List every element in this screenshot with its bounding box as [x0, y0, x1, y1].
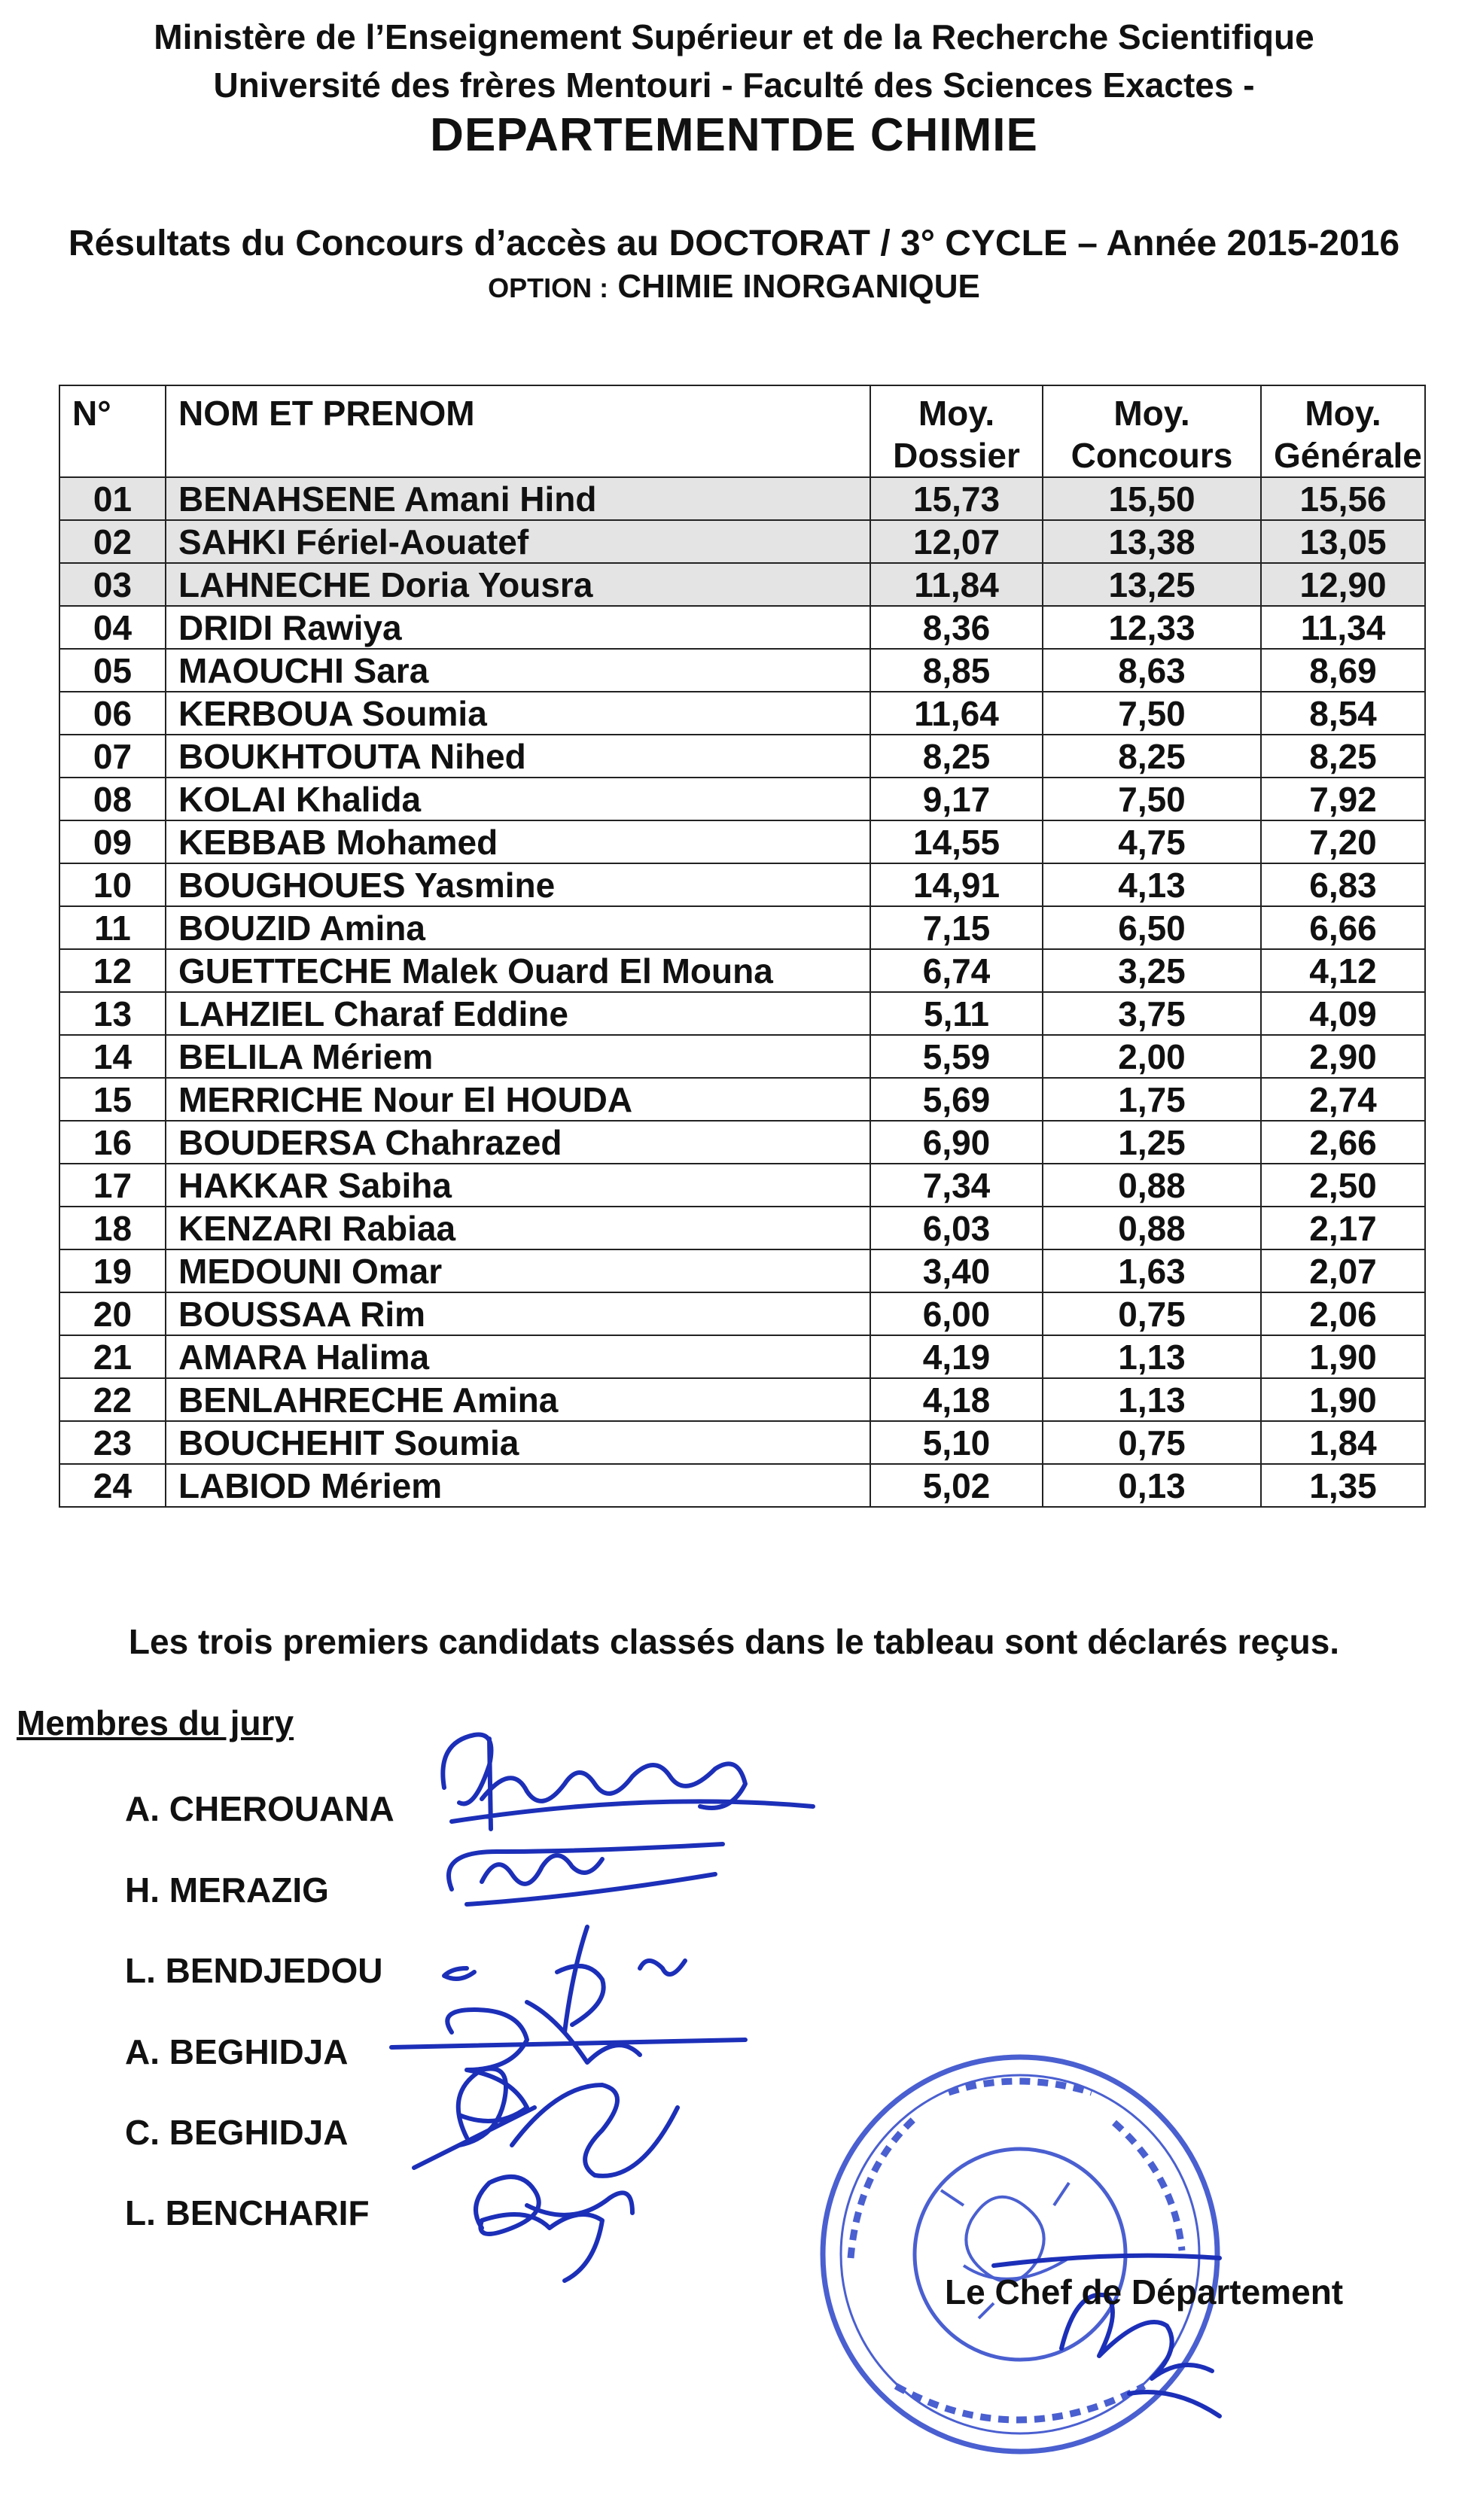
table-row	[59, 1249, 1425, 1292]
row-moy-concours: 13,25	[1043, 563, 1261, 606]
row-moy-generale: 8,69	[1261, 649, 1425, 692]
option-label: OPTION :	[488, 272, 609, 303]
row-number: 01	[59, 477, 166, 520]
row-moy-concours: 1,63	[1043, 1249, 1261, 1292]
table-header-row	[59, 385, 1425, 477]
table-row	[59, 1207, 1425, 1249]
header-moy-dossier	[870, 385, 1043, 477]
row-moy-concours: 1,13	[1043, 1378, 1261, 1421]
row-moy-concours: 0,75	[1043, 1421, 1261, 1464]
row-name: BOUKHTOUTA Nihed	[166, 735, 870, 778]
row-moy-generale: 4,09	[1261, 992, 1425, 1035]
jury-member: A. BEGHIDJA	[125, 2032, 349, 2071]
row-number: 03	[59, 563, 166, 606]
row-moy-concours: 0,88	[1043, 1207, 1261, 1249]
row-moy-generale: 7,92	[1261, 778, 1425, 820]
row-moy-dossier: 5,02	[870, 1464, 1043, 1507]
row-moy-generale: 2,07	[1261, 1249, 1425, 1292]
row-name: KEBBAB Mohamed	[166, 820, 870, 863]
row-moy-generale: 12,90	[1261, 563, 1425, 606]
row-name: BELILA Mériem	[166, 1035, 870, 1078]
row-number: 14	[59, 1035, 166, 1078]
row-number: 12	[59, 949, 166, 992]
row-number: 06	[59, 692, 166, 735]
jury-member: H. MERAZIG	[125, 1870, 329, 1910]
row-moy-dossier: 8,36	[870, 606, 1043, 649]
row-name: MEDOUNI Omar	[166, 1249, 870, 1292]
row-moy-dossier: 11,64	[870, 692, 1043, 735]
table-row	[59, 606, 1425, 649]
row-moy-dossier: 8,25	[870, 735, 1043, 778]
row-number: 13	[59, 992, 166, 1035]
jury-signatures	[391, 1735, 1220, 2417]
row-moy-generale: 2,17	[1261, 1207, 1425, 1249]
department-title: DEPARTEMENTDE CHIMIE	[430, 109, 1038, 161]
row-number: 08	[59, 778, 166, 820]
table-row	[59, 778, 1425, 820]
header-name: NOM ET PRENOM	[166, 385, 870, 477]
row-moy-generale: 2,90	[1261, 1035, 1425, 1078]
row-moy-concours: 6,50	[1043, 906, 1261, 949]
row-moy-generale: 7,20	[1261, 820, 1425, 863]
row-name: AMARA Halima	[166, 1335, 870, 1378]
table-row	[59, 820, 1425, 863]
table-row	[59, 906, 1425, 949]
option-line	[0, 268, 1468, 306]
row-moy-dossier: 12,07	[870, 520, 1043, 563]
row-number: 21	[59, 1335, 166, 1378]
signature-beghidja-c	[414, 2068, 678, 2176]
row-number: 07	[59, 735, 166, 778]
row-moy-concours: 1,25	[1043, 1121, 1261, 1164]
jury-member: L. BENDJEDOU	[125, 1951, 383, 1990]
header-moy-concours-line2: Concours	[1071, 436, 1233, 475]
row-name: KOLAI Khalida	[166, 778, 870, 820]
row-name: KENZARI Rabiaa	[166, 1207, 870, 1249]
row-moy-concours: 4,75	[1043, 820, 1261, 863]
table-row	[59, 477, 1425, 520]
row-number: 22	[59, 1378, 166, 1421]
row-moy-dossier: 11,84	[870, 563, 1043, 606]
row-moy-generale: 4,12	[1261, 949, 1425, 992]
row-number: 09	[59, 820, 166, 863]
row-moy-generale: 2,06	[1261, 1292, 1425, 1335]
row-moy-dossier: 3,40	[870, 1249, 1043, 1292]
row-moy-generale: 15,56	[1261, 477, 1425, 520]
row-moy-concours: 15,50	[1043, 477, 1261, 520]
table-row	[59, 1164, 1425, 1207]
row-number: 04	[59, 606, 166, 649]
header-moy-dossier-line2: Dossier	[893, 436, 1020, 475]
row-moy-generale: 6,83	[1261, 863, 1425, 906]
row-moy-generale: 2,74	[1261, 1078, 1425, 1121]
row-moy-concours: 13,38	[1043, 520, 1261, 563]
table-row	[59, 520, 1425, 563]
table-row	[59, 1335, 1425, 1378]
row-name: SAHKI Fériel-Aouatef	[166, 520, 870, 563]
jury-member: C. BEGHIDJA	[125, 2113, 349, 2152]
row-moy-dossier: 4,19	[870, 1335, 1043, 1378]
table-row	[59, 1078, 1425, 1121]
university-line: Université des frères Mentouri - Faculté des Sciences Exactes -	[213, 65, 1255, 105]
row-moy-dossier: 15,73	[870, 477, 1043, 520]
row-moy-dossier: 5,59	[870, 1035, 1043, 1078]
row-moy-dossier: 9,17	[870, 778, 1043, 820]
row-number: 20	[59, 1292, 166, 1335]
table-row	[59, 1378, 1425, 1421]
row-moy-generale: 2,66	[1261, 1121, 1425, 1164]
row-moy-generale: 11,34	[1261, 606, 1425, 649]
row-name: MAOUCHI Sara	[166, 649, 870, 692]
option-value: CHIMIE INORGANIQUE	[617, 268, 980, 305]
row-moy-generale: 2,50	[1261, 1164, 1425, 1207]
row-moy-dossier: 14,55	[870, 820, 1043, 863]
official-stamp	[823, 2057, 1217, 2452]
row-name: LAHZIEL Charaf Eddine	[166, 992, 870, 1035]
row-number: 11	[59, 906, 166, 949]
signature-bencharif	[476, 2177, 632, 2281]
row-name: BOUCHEHIT Soumia	[166, 1421, 870, 1464]
row-name: LABIOD Mériem	[166, 1464, 870, 1507]
header-num: N°	[59, 385, 166, 477]
row-name: MERRICHE Nour El HOUDA	[166, 1078, 870, 1121]
row-moy-concours: 0,13	[1043, 1464, 1261, 1507]
row-moy-dossier: 4,18	[870, 1378, 1043, 1421]
signature-cherouana	[443, 1735, 813, 1830]
row-name: KERBOUA Soumia	[166, 692, 870, 735]
row-moy-concours: 3,75	[1043, 992, 1261, 1035]
row-number: 24	[59, 1464, 166, 1507]
table-row	[59, 692, 1425, 735]
row-number: 17	[59, 1164, 166, 1207]
row-moy-generale: 1,90	[1261, 1335, 1425, 1378]
row-moy-concours: 0,75	[1043, 1292, 1261, 1335]
row-number: 05	[59, 649, 166, 692]
row-name: BENAHSENE Amani Hind	[166, 477, 870, 520]
ministry-line: Ministère de l’Enseignement Supérieur et de la Recherche Scientifique	[154, 17, 1314, 56]
row-moy-dossier: 6,00	[870, 1292, 1043, 1335]
table-row	[59, 1421, 1425, 1464]
row-moy-dossier: 7,15	[870, 906, 1043, 949]
row-moy-concours: 4,13	[1043, 863, 1261, 906]
jury-member: L. BENCHARIF	[125, 2193, 370, 2232]
jury-title: Membres du jury	[17, 1703, 294, 1742]
row-moy-dossier: 6,90	[870, 1121, 1043, 1164]
row-number: 18	[59, 1207, 166, 1249]
row-moy-dossier: 8,85	[870, 649, 1043, 692]
row-name: DRIDI Rawiya	[166, 606, 870, 649]
row-moy-generale: 1,35	[1261, 1464, 1425, 1507]
table-row	[59, 949, 1425, 992]
header-moy-generale	[1261, 385, 1425, 477]
header-moy-generale-line1: Moy.	[1305, 394, 1381, 433]
row-moy-dossier: 6,74	[870, 949, 1043, 992]
table-row	[59, 1035, 1425, 1078]
admission-note: Les trois premiers candidats classés dans le tableau sont déclarés reçus.	[128, 1622, 1340, 1661]
row-name: BOUSSAA Rim	[166, 1292, 870, 1335]
row-name: BOUDERSA Chahrazed	[166, 1121, 870, 1164]
header-moy-generale-line2: Générale	[1274, 436, 1422, 475]
header-moy-concours-line1: Moy.	[1113, 394, 1190, 433]
results-title: Résultats du Concours d’accès au DOCTORAT / 3° CYCLE – Année 2015-2016	[68, 224, 1400, 263]
row-name: BOUGHOUES Yasmine	[166, 863, 870, 906]
row-moy-concours: 3,25	[1043, 949, 1261, 992]
table-row	[59, 649, 1425, 692]
row-moy-dossier: 7,34	[870, 1164, 1043, 1207]
table-row	[59, 863, 1425, 906]
row-number: 19	[59, 1249, 166, 1292]
row-number: 10	[59, 863, 166, 906]
row-name: LAHNECHE Doria Yousra	[166, 563, 870, 606]
header-moy-dossier-line1: Moy.	[918, 394, 995, 433]
row-moy-dossier: 14,91	[870, 863, 1043, 906]
row-number: 16	[59, 1121, 166, 1164]
row-moy-dossier: 6,03	[870, 1207, 1043, 1249]
row-moy-generale: 1,84	[1261, 1421, 1425, 1464]
header-moy-concours	[1043, 385, 1261, 477]
row-name: BENLAHRECHE Amina	[166, 1378, 870, 1421]
row-moy-generale: 6,66	[1261, 906, 1425, 949]
signature-beghidja-a	[391, 2002, 745, 2121]
results-table	[59, 385, 1426, 1508]
row-moy-concours: 2,00	[1043, 1035, 1261, 1078]
table-row	[59, 1464, 1425, 1507]
table-row	[59, 735, 1425, 778]
row-moy-concours: 7,50	[1043, 692, 1261, 735]
row-number: 23	[59, 1421, 166, 1464]
row-moy-dossier: 5,69	[870, 1078, 1043, 1121]
row-moy-generale: 8,54	[1261, 692, 1425, 735]
table-row	[59, 563, 1425, 606]
row-moy-concours: 7,50	[1043, 778, 1261, 820]
row-moy-dossier: 5,10	[870, 1421, 1043, 1464]
row-moy-dossier: 5,11	[870, 992, 1043, 1035]
chef-departement-label: Le Chef de Département	[945, 2272, 1344, 2312]
row-moy-concours: 1,13	[1043, 1335, 1261, 1378]
row-moy-generale: 8,25	[1261, 735, 1425, 778]
table-row	[59, 1121, 1425, 1164]
signature-merazig	[449, 1844, 723, 1904]
row-number: 02	[59, 520, 166, 563]
row-moy-concours: 1,75	[1043, 1078, 1261, 1121]
jury-member: A. CHEROUANA	[125, 1789, 394, 1828]
row-moy-concours: 8,25	[1043, 735, 1261, 778]
row-moy-generale: 13,05	[1261, 520, 1425, 563]
row-number: 15	[59, 1078, 166, 1121]
row-moy-generale: 1,90	[1261, 1378, 1425, 1421]
row-name: HAKKAR Sabiha	[166, 1164, 870, 1207]
row-name: BOUZID Amina	[166, 906, 870, 949]
row-moy-concours: 12,33	[1043, 606, 1261, 649]
table-row	[59, 992, 1425, 1035]
row-name: GUETTECHE Malek Ouard El Mouna	[166, 949, 870, 992]
table-row	[59, 1292, 1425, 1335]
row-moy-concours: 0,88	[1043, 1164, 1261, 1207]
row-moy-concours: 8,63	[1043, 649, 1261, 692]
signature-bendjedou	[444, 1927, 685, 2032]
